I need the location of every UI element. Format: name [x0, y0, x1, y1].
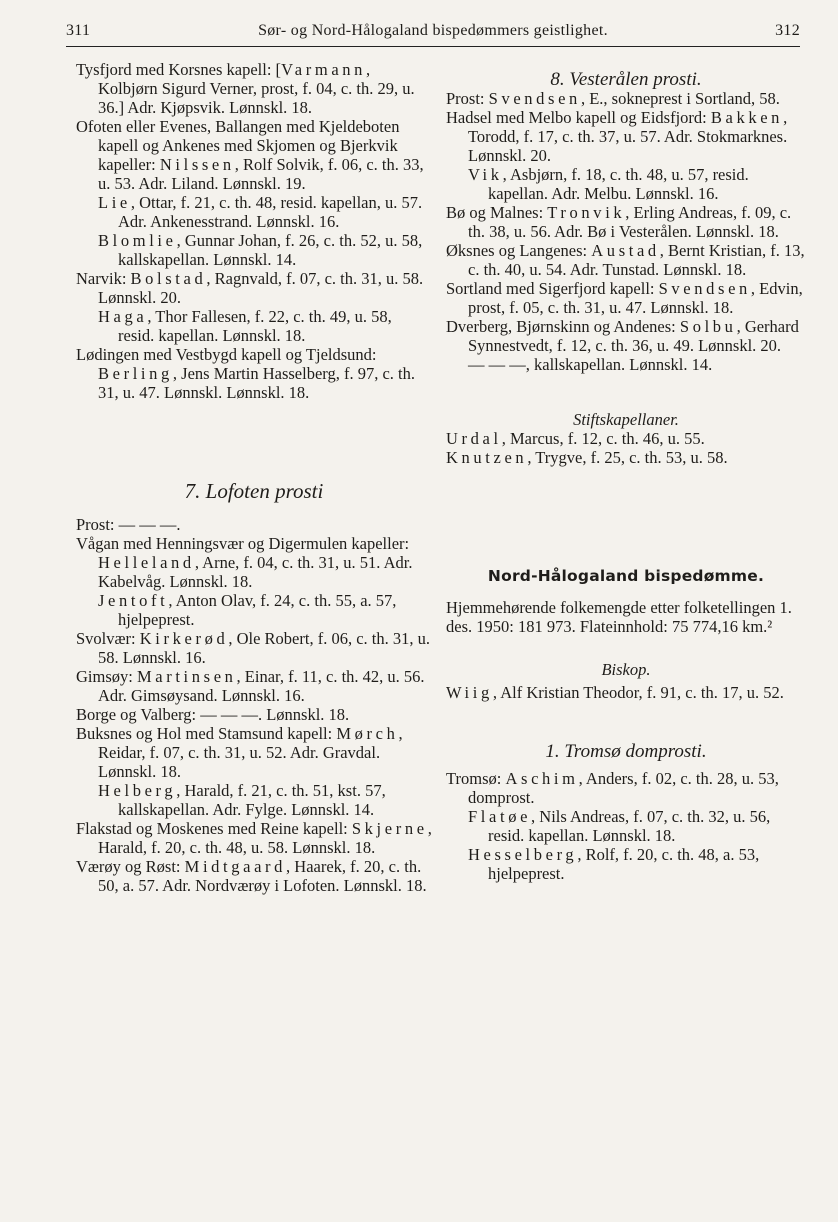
running-header — [66, 20, 800, 47]
running-title: Sør- og Nord-Hålogaland bispedømmers geistlighet. — [258, 22, 608, 39]
entry-borge: Borge og Valberg: — — —. Lønnskl. 18. — [76, 705, 350, 724]
entry-hadsel: Hadsel med Melbo kapell og Eidsfjord: Bakken, Torodd, f. 17, c. th. 37, u. 57. Adr. Stokmarknes. Lønnskl. 20. — [446, 108, 788, 165]
entry-lodingen: Lødingen med Vestbygd kapell og Tjeldsund: Berling, Jens Martin Hasselberg, f. 97, c. th. 31, u. 47. Lønnskl. Lønnskl. 18. — [76, 345, 416, 402]
entry-vik: Vik, Asbjørn, f. 18, c. th. 48, u. 57, resid. kapellan. Adr. Melbu. Lønnskl. 16. — [468, 165, 749, 203]
entry-svolvaer: Svolvær: Kirkerød, Ole Robert, f. 06, c. th. 31, u. 58. Lønnskl. 16. — [76, 629, 430, 667]
entry-wiig: Wiig, Alf Kristian Theodor, f. 91, c. th. 17, u. 52. — [446, 683, 784, 702]
entry-ofoten: Ofoten eller Evenes, Ballangen med Kjeldeboten kapell og Ankenes med Skjomen og Bjerkvik kapeller: Nilssen, Rolf Solvik, f. 06, c. th. 33, u. 53. Adr. Liland. Lønnskl. 19. — [76, 117, 424, 193]
section-title-tromso: 1. Tromsø domprosti. — [545, 741, 707, 762]
entry-gimsoy: Gimsøy: Martinsen, Einar, f. 11, c. th. 42, u. 56. Adr. Gimsøysand. Lønnskl. 16. — [76, 667, 425, 705]
entry-vaeroy: Værøy og Røst: Midtgaard, Haarek, f. 20, c. th. 50, a. 57. Adr. Nordværøy i Lofoten. Lønnskl. 18. — [76, 857, 427, 895]
entry-flatoe: Flatøe, Nils Andreas, f. 07, c. th. 32, u. 56, resid. kapellan. Lønnskl. 18. — [468, 807, 771, 845]
section-title-vesteralen: 8. Vesterålen prosti. — [550, 69, 702, 90]
page-number-right: 312 — [775, 22, 800, 39]
subheading-stiftskapellaner: Stiftskapellaner. — [573, 410, 679, 429]
entry-bo: Bø og Malnes: Tronvik, Erling Andreas, f. 09, c. th. 38, u. 56. Adr. Bø i Vesterålen. Lønnskl. 18. — [446, 203, 792, 241]
entry-jentoft: Jentoft, Anton Olav, f. 24, c. th. 55, a. 57, hjelpeprest. — [98, 591, 397, 629]
entry-buksnes: Buksnes og Hol med Stamsund kapell: Mørch, Reidar, f. 07, c. th. 31, u. 52. Adr. Gravdal. Lønnskl. 18. — [76, 724, 403, 781]
entry-flakstad: Flakstad og Moskenes med Reine kapell: Skjerne, Harald, f. 20, c. th. 48, u. 58. Lønnskl. 18. — [76, 819, 432, 857]
entry-sortland: Sortland med Sigerfjord kapell: Svendsen, Edvin, prost, f. 05, c. th. 31, u. 47. Lønnskl. 18. — [446, 279, 803, 317]
entry-hesselberg: Hesselberg, Rolf, f. 20, c. th. 48, a. 53, hjelpeprest. — [468, 845, 760, 883]
entry-oksnes: Øksnes og Langenes: Austad, Bernt Kristian, f. 13, c. th. 40, u. 54. Adr. Tunstad. Lønnskl. 18. — [446, 241, 805, 279]
entry-tysfjord: Tysfjord med Korsnes kapell: [Varmann, Kolbjørn Sigurd Verner, prost, f. 04, c. th. 29, u. 36.] Adr. Kjøpsvik. Lønnskl. 18. — [76, 60, 415, 117]
page-number-left: 311 — [66, 22, 91, 39]
right-column — [446, 60, 806, 883]
section-title-lofoten: 7. Lofoten prosti — [184, 479, 324, 503]
entry-blomlie: Blomlie, Gunnar Johan, f. 26, c. th. 52, u. 58, kallskapellan. Lønnskl. 14. — [98, 231, 423, 269]
entry-knutzen: Knutzen, Trygve, f. 25, c. th. 53, u. 58. — [446, 448, 728, 467]
entry-prost-vesteralen: Prost: Svendsen, E., sokneprest i Sortland, 58. — [446, 89, 780, 108]
entry-narvik: Narvik: Bolstad, Ragnvald, f. 07, c. th. 31, u. 58. Lønnskl. 20. — [76, 269, 424, 307]
entry-vagan: Vågan med Henningsvær og Digermulen kapeller: Helleland, Arne, f. 04, c. th. 31, u. 51. Adr. Kabelvåg. Lønnskl. 18. — [76, 534, 413, 591]
entry-helberg: Helberg, Harald, f. 21, c. th. 51, kst. 57, kallskapellan. Adr. Fylge. Lønnskl. 14. — [98, 781, 386, 819]
entry-prost-lofoten: Prost: — — —. — [76, 515, 181, 534]
diocese-population-text: Hjemmehørende folkemengde etter folketellingen 1. des. 1950: 181 973. Flateinnhold: 75 774,16 km.² — [446, 598, 792, 636]
entry-urdal: Urdal, Marcus, f. 12, c. th. 46, u. 55. — [446, 429, 705, 448]
entry-dverberg: Dverberg, Bjørnskinn og Andenes: Solbu, Gerhard Synnestvedt, f. 12, c. th. 36, u. 49. Lønnskl. 20. — [446, 317, 799, 355]
entry-tromso: Tromsø: Aschim, Anders, f. 02, c. th. 28, u. 53, domprost. — [446, 769, 779, 807]
subheading-biskop: Biskop. — [601, 660, 651, 679]
left-column — [76, 60, 432, 895]
entry-lie: Lie, Ottar, f. 21, c. th. 48, resid. kapellan, u. 57. Adr. Ankenesstrand. Lønnskl. 16. — [98, 193, 423, 231]
diocese-title: Nord-Hålogaland bispedømme. — [487, 567, 765, 585]
entry-kallskapellan: — — —, kallskapellan. Lønnskl. 14. — [468, 355, 713, 374]
entry-haga: Haga, Thor Fallesen, f. 22, c. th. 49, u. 58, resid. kapellan. Lønnskl. 18. — [98, 307, 392, 345]
